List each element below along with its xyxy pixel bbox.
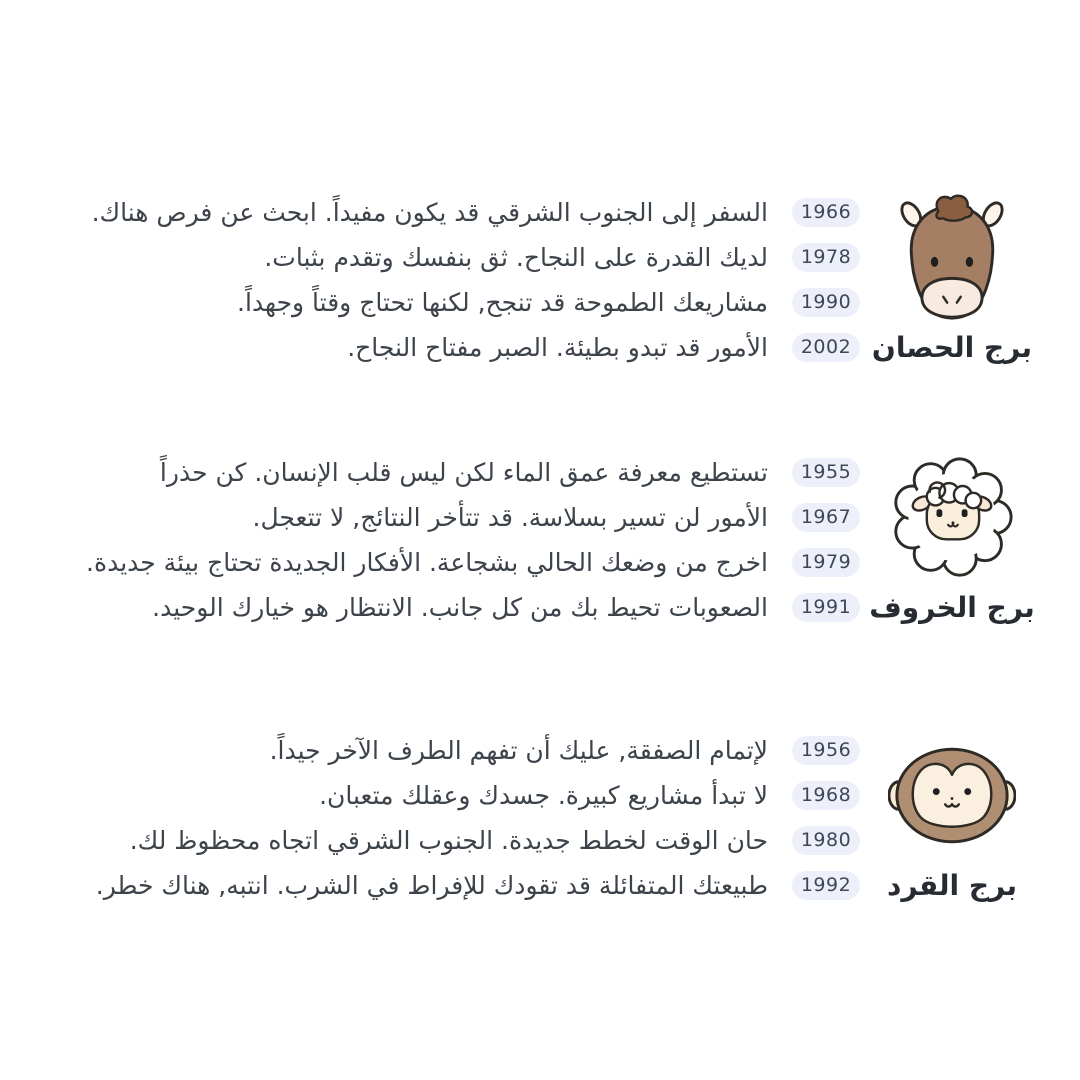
zodiac-section — [45, 728, 1022, 908]
horoscope-line: طبيعتك المتفائلة قد تقودك للإفراط في الشرب. انتبه, هناك خطر. — [95, 871, 768, 900]
zodiac-icon-box — [889, 450, 1015, 585]
zodiac-icon-box — [893, 190, 1011, 325]
horoscope-line: حان الوقت لخطط جديدة. الجنوب الشرقي اتجاه محظوظ لك. — [129, 826, 768, 855]
horoscope-line: مشاريعك الطموحة قد تنجح, لكنها تحتاج وقتاً وجهداً. — [237, 288, 768, 317]
year-badge: 1991 — [792, 593, 860, 622]
year-row — [794, 280, 858, 325]
horse-icon — [893, 194, 1011, 322]
horoscope-line: لا تبدأ مشاريع كبيرة. جسدك وعقلك متعبان. — [319, 781, 768, 810]
horoscope-lines — [45, 190, 768, 370]
zodiac-column — [871, 190, 1033, 370]
horoscope-line: لديك القدرة على النجاح. ثق بنفسك وتقدم بثبات. — [264, 243, 768, 272]
horoscope-line: تستطيع معرفة عمق الماء لكن ليس قلب الإنسان. كن حذراً — [159, 458, 768, 487]
year-badge: 1967 — [792, 503, 860, 532]
zodiac-title: برج الخروف — [869, 591, 1035, 624]
zodiac-section — [45, 450, 1035, 630]
horoscope-line: الأمور لن تسير بسلاسة. قد تتأخر النتائج, لا تتعجل. — [252, 503, 768, 532]
year-badge: 1990 — [792, 288, 860, 317]
horoscope-line: لإتمام الصفقة, عليك أن تفهم الطرف الآخر جيداً. — [269, 736, 768, 765]
monkey-icon — [888, 745, 1016, 846]
sheep-icon — [889, 454, 1015, 582]
year-badge: 1979 — [792, 548, 860, 577]
horoscope-lines — [45, 728, 768, 908]
years-column — [794, 190, 858, 370]
year-badge: 1978 — [792, 243, 860, 272]
year-badge: 1980 — [792, 826, 860, 855]
year-badge: 1968 — [792, 781, 860, 810]
year-row — [794, 585, 858, 630]
years-column — [794, 450, 858, 630]
year-row — [794, 325, 858, 370]
year-row — [794, 235, 858, 280]
year-badge: 1992 — [792, 871, 860, 900]
zodiac-title: برج القرد — [887, 869, 1017, 902]
year-row — [794, 450, 858, 495]
horoscope-line: اخرج من وضعك الحالي بشجاعة. الأفكار الجديدة تحتاج بيئة جديدة. — [86, 548, 768, 577]
year-row — [794, 495, 858, 540]
years-column — [794, 728, 858, 908]
zodiac-column — [882, 728, 1022, 908]
year-row — [794, 818, 858, 863]
zodiac-title: برج الحصان — [871, 331, 1033, 364]
year-row — [794, 728, 858, 773]
year-row — [794, 540, 858, 585]
year-badge: 1966 — [792, 198, 860, 227]
horoscope-line: الأمور قد تبدو بطيئة. الصبر مفتاح النجاح. — [347, 333, 768, 362]
year-row — [794, 190, 858, 235]
horoscope-lines — [45, 450, 768, 630]
year-row — [794, 863, 858, 908]
year-row — [794, 773, 858, 818]
year-badge: 2002 — [792, 333, 860, 362]
zodiac-icon-box — [888, 728, 1016, 863]
zodiac-section — [45, 190, 1033, 370]
year-badge: 1955 — [792, 458, 860, 487]
year-badge: 1956 — [792, 736, 860, 765]
horoscope-line: الصعوبات تحيط بك من كل جانب. الانتظار هو خيارك الوحيد. — [152, 593, 768, 622]
horoscope-line: السفر إلى الجنوب الشرقي قد يكون مفيداً. ابحث عن فرص هناك. — [91, 198, 768, 227]
zodiac-column — [869, 450, 1035, 630]
